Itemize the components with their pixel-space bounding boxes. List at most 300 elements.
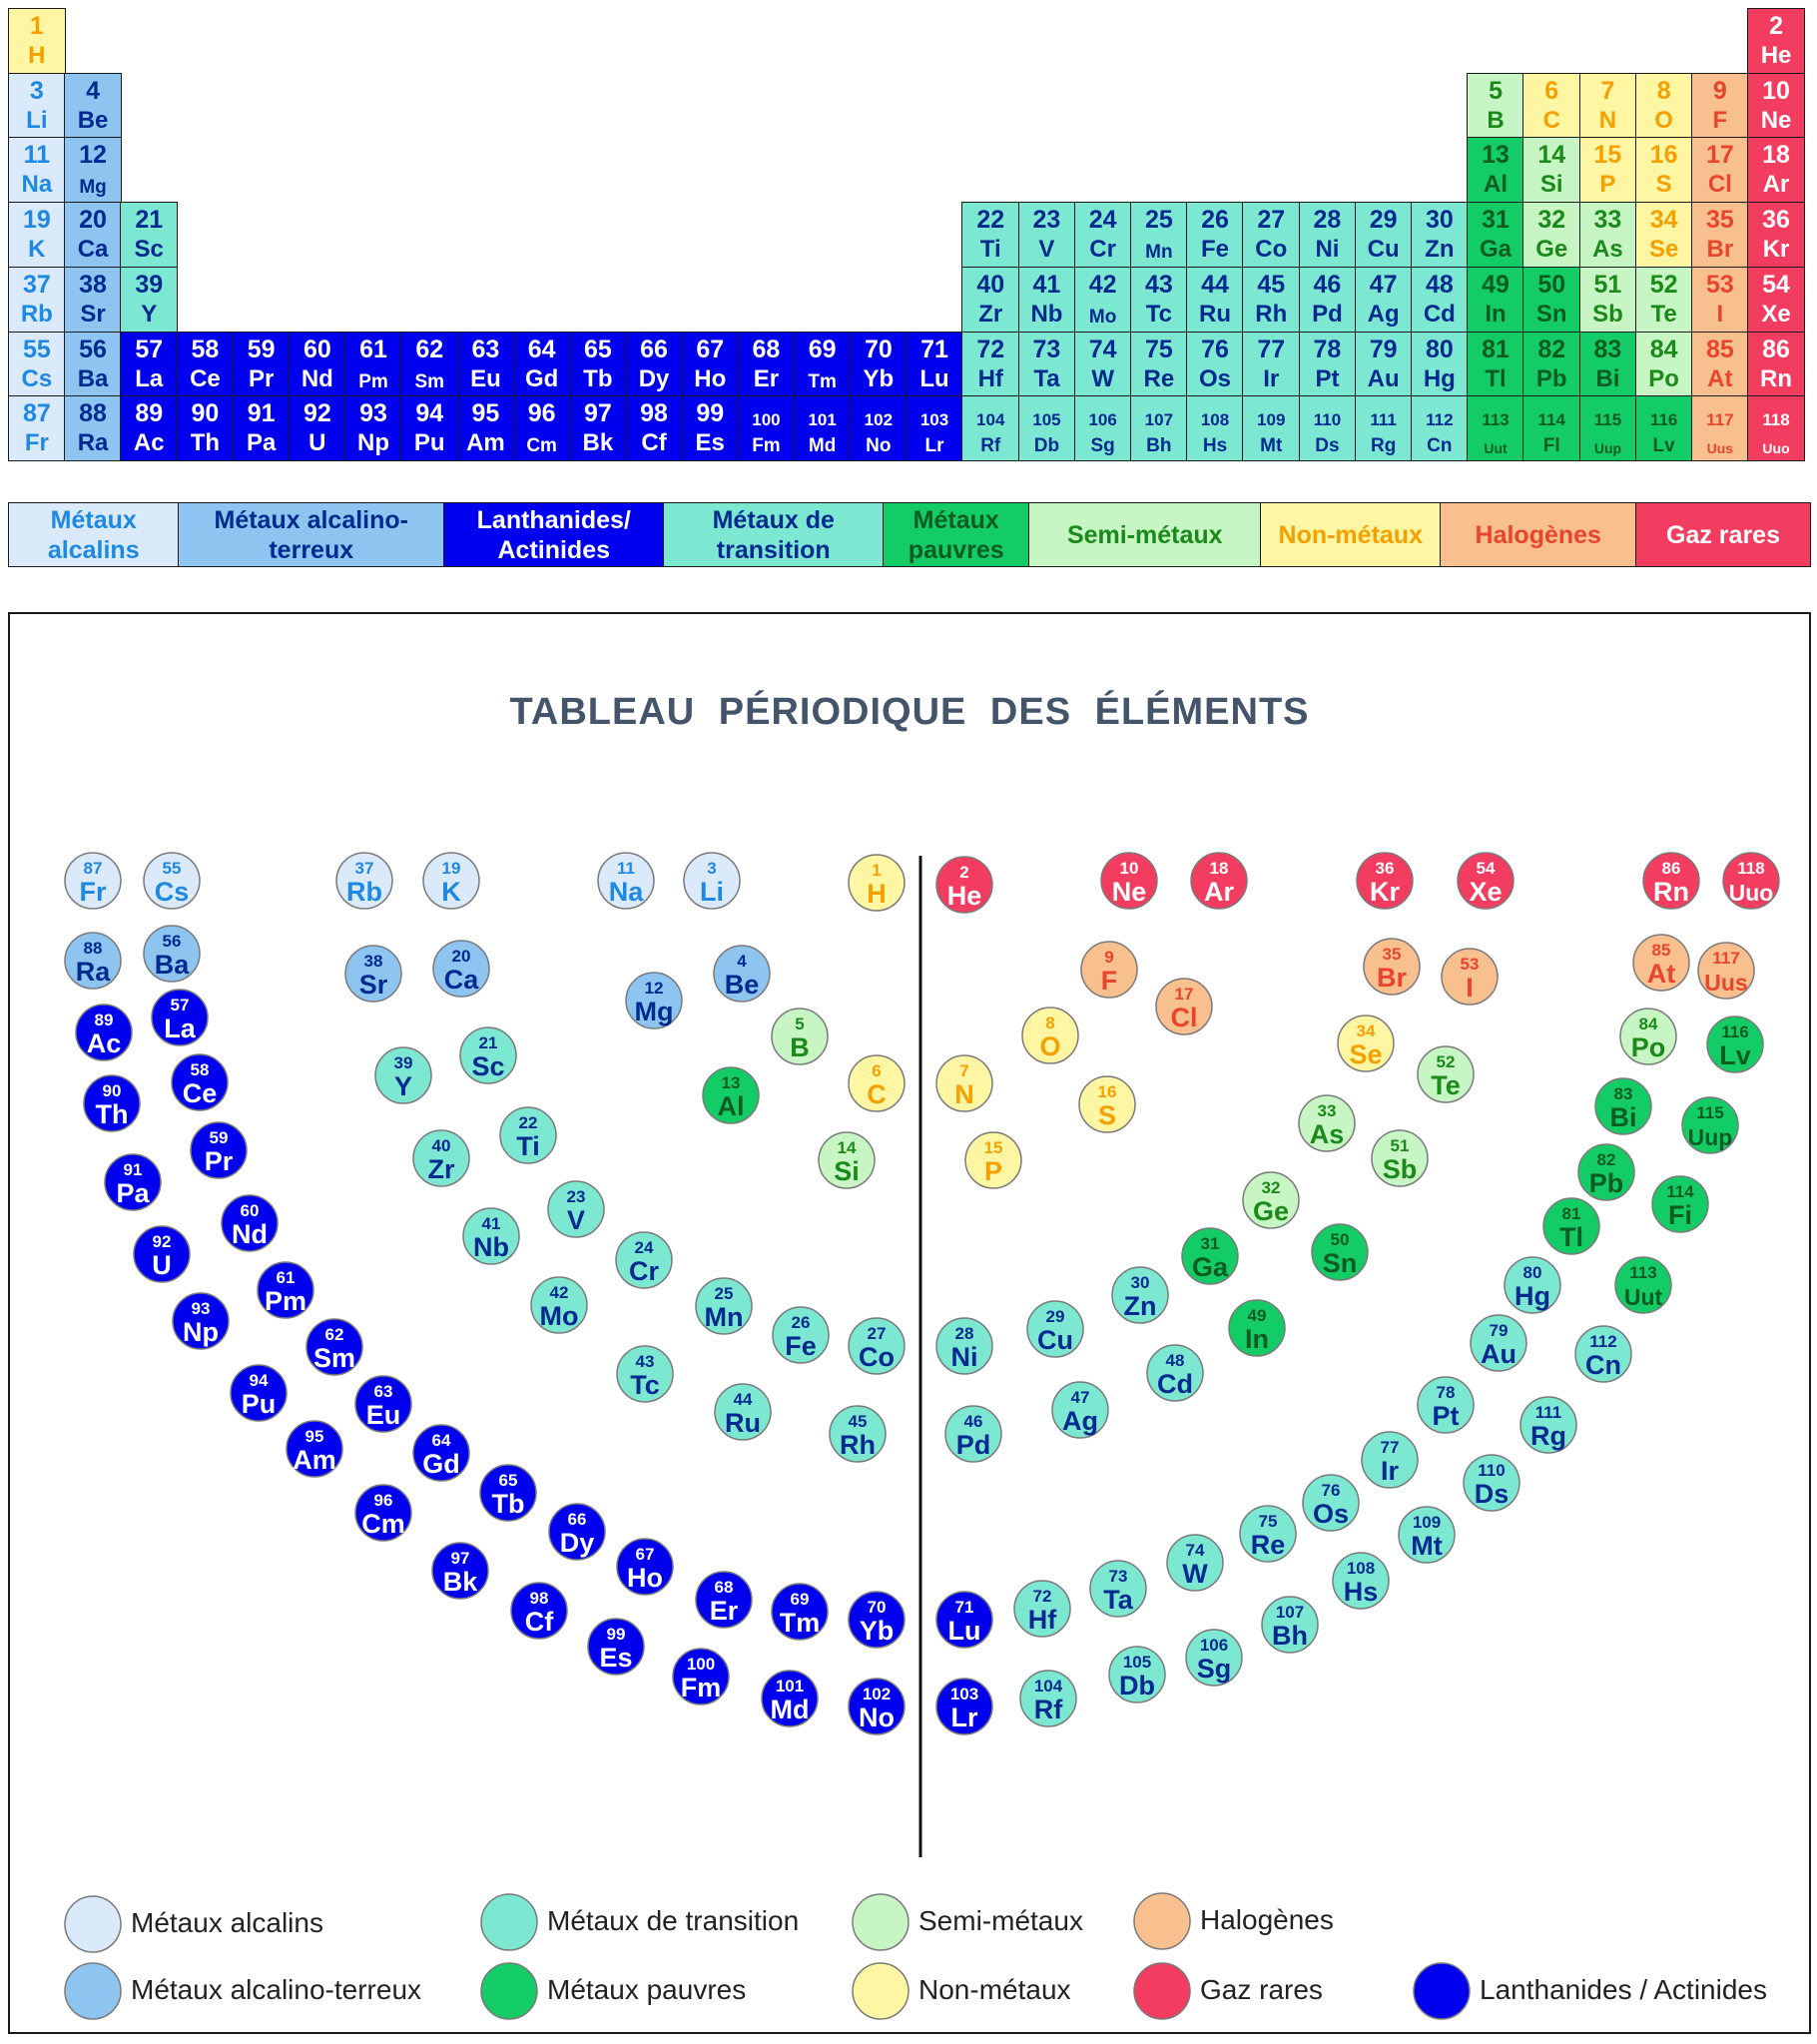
element-circle-nb (463, 1208, 519, 1264)
circle-element-number: 102 (862, 1685, 892, 1703)
element-cell-es (681, 395, 739, 461)
element-symbol: La (135, 364, 164, 392)
element-number: 65 (583, 335, 612, 363)
element-cell-dy (625, 332, 683, 397)
element-cell-mo (1074, 267, 1132, 333)
circle-element-number: 104 (1033, 1677, 1063, 1696)
circle-element-number: 2 (959, 863, 969, 882)
element-cell-y (120, 267, 178, 333)
circle-element-symbol: N (954, 1079, 974, 1109)
circular-periodic-table-panel (8, 612, 1811, 2034)
element-cell-uut (1467, 395, 1524, 461)
element-symbol: Fr (24, 429, 49, 457)
element-circle-in (1229, 1300, 1285, 1356)
element-number: 86 (1762, 335, 1790, 363)
element-circle-db (1109, 1647, 1165, 1703)
circle-element-symbol: No (859, 1703, 895, 1732)
circle-element-number: 99 (606, 1625, 626, 1644)
circle-element-number: 16 (1097, 1082, 1117, 1101)
circle-element-number: 105 (1122, 1653, 1152, 1672)
circle-element-number: 51 (1390, 1136, 1410, 1155)
element-circle-no (849, 1679, 905, 1734)
element-circle-cn (1575, 1326, 1631, 1382)
circle-element-number: 88 (83, 939, 103, 958)
element-circle-fm (673, 1649, 729, 1704)
legend-swatch-poor (481, 1963, 537, 2019)
element-cell-lr (906, 395, 963, 461)
circle-element-symbol: Cs (154, 877, 190, 907)
circle-element-number: 29 (1045, 1307, 1065, 1326)
circle-element-symbol: Tc (630, 1370, 660, 1400)
element-number: 88 (79, 399, 107, 428)
circle-element-number: 1 (872, 861, 882, 880)
element-number: 94 (415, 399, 444, 428)
element-symbol: At (1707, 364, 1733, 392)
element-symbol: Fe (1201, 236, 1230, 264)
circle-element-symbol: F (1100, 966, 1118, 996)
element-symbol: Ir (1263, 364, 1280, 392)
element-number: 113 (1482, 410, 1510, 430)
element-circle-np (173, 1293, 229, 1349)
element-symbol: Mn (1145, 242, 1173, 264)
element-symbol: Be (77, 106, 109, 134)
element-number: 84 (1649, 335, 1678, 363)
circle-element-symbol: Db (1119, 1671, 1155, 1701)
element-cell-he (1747, 8, 1805, 74)
element-cell-be (64, 73, 122, 139)
element-cell-bh (1130, 395, 1188, 461)
circle-element-symbol: Hs (1343, 1577, 1379, 1607)
circle-element-symbol: Br (1376, 963, 1408, 993)
circle-element-number: 36 (1375, 859, 1395, 878)
element-cell-ca (64, 202, 122, 268)
element-cell-cn (1411, 395, 1469, 461)
legend-swatch-halogen (1134, 1893, 1190, 1949)
element-circle-fe (773, 1307, 829, 1363)
element-circle-se (1338, 1016, 1394, 1071)
element-symbol: Sm (414, 370, 445, 392)
element-symbol: Db (1033, 435, 1060, 457)
element-symbol: Uus (1706, 440, 1734, 457)
circle-element-number: 44 (733, 1390, 753, 1409)
circle-element-symbol: Ca (443, 965, 479, 995)
element-symbol: Br (1706, 236, 1734, 264)
element-symbol: H (28, 42, 46, 69)
circle-element-number: 68 (714, 1578, 734, 1597)
circle-element-number: 26 (791, 1313, 811, 1332)
element-circle-sc (460, 1027, 516, 1083)
element-number: 106 (1088, 410, 1117, 430)
element-number: 25 (1144, 206, 1173, 235)
element-circle-cf (511, 1583, 567, 1639)
element-symbol: Cd (1423, 300, 1456, 328)
element-cell-uus (1691, 395, 1749, 461)
circle-element-number: 87 (83, 859, 103, 878)
element-symbol: Hg (1423, 364, 1456, 392)
element-number: 107 (1144, 410, 1174, 430)
element-symbol: Tl (1485, 364, 1507, 392)
element-symbol: Ra (77, 429, 109, 457)
element-number: 105 (1032, 410, 1061, 430)
element-symbol: Ru (1199, 300, 1232, 328)
element-cell-sg (1074, 395, 1132, 461)
element-number: 61 (359, 335, 387, 363)
element-circle-mo (531, 1277, 587, 1333)
element-circle-sn (1312, 1224, 1368, 1280)
element-symbol: Yb (863, 364, 895, 392)
element-cell-ar (1747, 137, 1805, 203)
circle-element-number: 89 (94, 1011, 114, 1029)
legend-bar-noble: Gaz rares (1635, 502, 1811, 567)
circle-element-symbol: Po (1630, 1032, 1666, 1062)
circle-element-number: 67 (635, 1545, 655, 1564)
element-circle-lu (936, 1592, 992, 1648)
circle-element-number: 110 (1478, 1461, 1506, 1480)
circle-element-number: 114 (1666, 1182, 1694, 1201)
circle-element-symbol: Si (834, 1156, 860, 1186)
circle-element-symbol: Er (709, 1596, 739, 1626)
element-cell-ru (1186, 267, 1244, 333)
element-symbol: Se (1648, 236, 1679, 264)
element-number: 62 (415, 335, 444, 363)
element-circle-cs (144, 853, 200, 909)
circle-element-symbol: Fe (785, 1331, 817, 1361)
circle-element-number: 111 (1534, 1403, 1562, 1422)
element-number: 85 (1705, 335, 1734, 363)
circle-element-symbol: Rg (1530, 1421, 1566, 1451)
circle-element-symbol: Th (95, 1099, 129, 1129)
element-cell-ni (1299, 202, 1357, 268)
element-symbol: C (1542, 106, 1560, 134)
circle-element-number: 98 (529, 1589, 549, 1608)
circle-element-symbol: Zn (1123, 1291, 1157, 1321)
circle-element-symbol: Md (770, 1695, 810, 1724)
element-number: 89 (135, 399, 164, 428)
circle-element-symbol: Uut (1623, 1284, 1663, 1310)
element-symbol: Np (357, 429, 390, 457)
element-number: 71 (920, 335, 948, 363)
circle-element-number: 55 (162, 859, 182, 878)
element-symbol: Au (1367, 364, 1400, 392)
element-symbol: Sg (1090, 435, 1115, 457)
circle-element-symbol: At (1646, 959, 1676, 989)
circle-element-number: 101 (775, 1677, 805, 1696)
element-cell-kr (1747, 202, 1805, 268)
circle-element-number: 82 (1596, 1150, 1616, 1169)
element-circle-ho (617, 1539, 673, 1595)
circle-element-symbol: In (1245, 1324, 1269, 1354)
element-number: 74 (1088, 335, 1117, 363)
element-symbol: Sr (80, 300, 106, 328)
element-symbol: Rb (20, 300, 53, 328)
element-number: 56 (79, 335, 107, 363)
element-circle-re (1240, 1506, 1296, 1562)
element-number: 58 (191, 335, 220, 363)
element-cell-ra (64, 395, 122, 461)
circle-element-symbol: U (152, 1250, 172, 1280)
element-symbol: Ge (1535, 236, 1568, 264)
element-number: 51 (1593, 270, 1622, 299)
element-circle-mt (1399, 1507, 1455, 1563)
page-title: TABLEAU PÉRIODIQUE DES ÉLÉMENTS (509, 691, 1310, 733)
circle-element-number: 47 (1070, 1388, 1090, 1407)
element-symbol: Ds (1315, 435, 1340, 457)
legend-label-nonmetal: Non-métaux (918, 1974, 1071, 2005)
element-symbol: Sc (134, 236, 164, 264)
legend-label-lanthact: Lanthanides / Actinides (1480, 1974, 1767, 2005)
circle-element-number: 3 (707, 859, 717, 878)
legend-swatch-noble (1134, 1963, 1190, 2019)
element-symbol: Xe (1761, 300, 1791, 328)
circle-element-symbol: Ce (182, 1078, 218, 1108)
circle-element-symbol: Pr (204, 1146, 234, 1176)
element-cell-sr (64, 267, 122, 333)
circle-element-number: 100 (686, 1655, 716, 1674)
legend-swatch-metalloid (853, 1894, 908, 1950)
circle-element-number: 79 (1489, 1321, 1509, 1340)
element-number: 116 (1649, 410, 1678, 430)
element-number: 38 (79, 270, 107, 299)
circle-element-symbol: Cn (1585, 1350, 1621, 1380)
element-cell-mg (64, 137, 122, 203)
element-cell-na (8, 137, 66, 203)
element-symbol: Tb (583, 364, 613, 392)
element-number: 78 (1313, 335, 1342, 363)
circle-element-symbol: Ge (1252, 1196, 1290, 1226)
element-symbol: Lv (1652, 435, 1675, 457)
element-number: 97 (583, 399, 612, 428)
circle-element-symbol: Np (183, 1317, 219, 1347)
element-cell-sc (120, 202, 178, 268)
element-cell-k (8, 202, 66, 268)
element-circle-sb (1372, 1130, 1428, 1186)
element-cell-ne (1747, 73, 1805, 139)
legend-bar-metalloid: Semi-métaux (1028, 502, 1262, 567)
circle-element-symbol: Cu (1037, 1325, 1073, 1355)
element-symbol: Eu (470, 364, 501, 392)
element-circle-he (936, 857, 992, 913)
element-number: 16 (1649, 141, 1678, 170)
element-circle-lv (1707, 1017, 1763, 1072)
circle-element-number: 115 (1696, 1103, 1724, 1122)
circle-element-symbol: Xe (1469, 877, 1503, 907)
element-circle-bk (432, 1543, 488, 1599)
element-symbol: F (1712, 106, 1728, 134)
circle-element-number: 22 (518, 1113, 538, 1132)
element-cell-li (8, 73, 66, 139)
circle-element-symbol: Co (859, 1342, 895, 1372)
element-circle-al (703, 1067, 759, 1123)
circle-element-symbol: Pd (955, 1430, 991, 1460)
element-symbol: In (1485, 300, 1507, 328)
element-circle-la (152, 990, 208, 1045)
element-cell-sn (1522, 267, 1580, 333)
element-cell-ta (1018, 332, 1076, 397)
circle-element-symbol: Sb (1382, 1154, 1418, 1184)
element-number: 70 (864, 335, 893, 363)
element-cell-hs (1186, 395, 1244, 461)
element-cell-pu (400, 395, 458, 461)
circle-element-number: 35 (1382, 945, 1402, 964)
circle-element-number: 8 (1045, 1014, 1055, 1032)
element-symbol: Bh (1146, 435, 1172, 457)
circle-element-symbol: Ir (1380, 1456, 1400, 1486)
element-cell-fr (8, 395, 66, 461)
element-cell-mt (1242, 395, 1300, 461)
element-symbol: Ho (694, 364, 727, 392)
circle-element-number: 45 (848, 1412, 868, 1431)
element-cell-bk (569, 395, 627, 461)
element-circle-cd (1147, 1345, 1203, 1401)
element-number: 99 (696, 399, 725, 428)
element-number: 34 (1649, 206, 1678, 235)
element-number: 81 (1482, 335, 1510, 363)
circle-element-symbol: Ga (1191, 1252, 1229, 1282)
element-symbol: Po (1648, 364, 1679, 392)
circle-element-number: 62 (324, 1325, 344, 1344)
element-number: 87 (22, 399, 51, 428)
element-cell-pr (233, 332, 291, 397)
element-symbol: W (1091, 364, 1114, 392)
legend-bar-transition: Métaux de transition (663, 502, 885, 567)
element-circle-p (965, 1132, 1021, 1188)
circle-element-symbol: Ni (950, 1342, 978, 1372)
element-number: 24 (1088, 206, 1117, 235)
element-cell-ag (1355, 267, 1413, 333)
circle-element-symbol: Gd (422, 1449, 460, 1479)
legend-swatch-nonmetal (853, 1963, 908, 2019)
element-symbol: Zr (978, 300, 1003, 328)
element-circle-br (1364, 939, 1420, 995)
circle-element-symbol: Se (1349, 1039, 1383, 1069)
circle-element-symbol: Pb (1588, 1168, 1624, 1198)
element-number: 101 (808, 410, 837, 430)
element-symbol: Cu (1367, 236, 1400, 264)
element-number: 52 (1649, 270, 1678, 299)
circle-element-symbol: P (983, 1156, 1003, 1186)
circle-element-symbol: Pt (1432, 1401, 1460, 1431)
element-symbol: No (866, 435, 892, 457)
circle-element-number: 63 (373, 1382, 393, 1401)
element-circle-b (772, 1009, 828, 1064)
element-symbol: Ne (1760, 106, 1792, 134)
element-circle-li (684, 853, 740, 909)
element-symbol: Th (190, 429, 221, 457)
element-circle-u (134, 1226, 190, 1282)
circle-element-number: 24 (634, 1238, 654, 1257)
element-circle-sg (1186, 1630, 1242, 1686)
element-symbol: Cm (526, 435, 557, 457)
element-cell-s (1635, 137, 1693, 203)
element-circle-ce (172, 1054, 228, 1110)
element-cell-rh (1242, 267, 1300, 333)
circle-element-symbol: Cd (1157, 1369, 1193, 1399)
element-number: 68 (752, 335, 781, 363)
circle-element-symbol: Pu (241, 1389, 277, 1419)
element-cell-po (1635, 332, 1693, 397)
circle-element-number: 109 (1412, 1513, 1442, 1532)
element-cell-pd (1299, 267, 1357, 333)
legend-label-noble: Gaz rares (1200, 1974, 1323, 2005)
element-circle-pr (191, 1122, 247, 1178)
element-number: 32 (1537, 206, 1566, 235)
element-circle-i (1442, 949, 1498, 1005)
circle-element-symbol: I (1466, 973, 1474, 1003)
circle-element-symbol: Pm (264, 1286, 307, 1316)
element-symbol: Lr (924, 435, 944, 457)
element-circle-tm (772, 1584, 828, 1640)
circle-element-number: 118 (1737, 859, 1765, 878)
element-circle-gd (413, 1425, 469, 1481)
element-symbol: Cl (1707, 171, 1732, 199)
element-number: 91 (247, 399, 276, 428)
element-circle-rh (830, 1406, 886, 1462)
element-cell-br (1691, 202, 1749, 268)
legend-label-poor: Métaux pauvres (547, 1974, 747, 2005)
circle-element-number: 76 (1321, 1481, 1341, 1500)
element-circle-rf (1020, 1671, 1076, 1726)
element-circle-pd (945, 1406, 1001, 1462)
circle-element-number: 42 (549, 1283, 569, 1302)
element-symbol: As (1592, 236, 1623, 264)
element-number: 90 (191, 399, 220, 428)
circle-element-number: 91 (123, 1160, 143, 1179)
element-circle-rg (1520, 1397, 1576, 1453)
circle-element-number: 61 (276, 1268, 296, 1287)
element-circle-co (849, 1318, 905, 1374)
circle-element-number: 116 (1721, 1022, 1749, 1041)
element-cell-xe (1747, 267, 1805, 333)
circle-element-number: 27 (867, 1324, 887, 1343)
element-number: 98 (640, 399, 668, 428)
element-number: 19 (22, 206, 51, 235)
element-circle-mg (626, 973, 682, 1028)
element-number: 93 (359, 399, 387, 428)
element-number: 10 (1762, 76, 1790, 105)
element-symbol: Hs (1202, 435, 1228, 457)
element-circle-h (849, 855, 905, 911)
element-symbol: Cn (1427, 435, 1453, 457)
element-cell-rn (1747, 332, 1805, 397)
element-circle-ni (936, 1318, 992, 1374)
element-circle-rb (336, 853, 392, 909)
element-cell-ho (681, 332, 739, 397)
element-symbol: Fm (752, 435, 781, 457)
circle-element-number: 28 (954, 1324, 974, 1343)
circle-element-symbol: Na (608, 877, 644, 907)
circle-element-symbol: Lu (947, 1616, 981, 1646)
element-cell-se (1635, 202, 1693, 268)
element-cell-b (1467, 73, 1524, 139)
circle-element-number: 31 (1200, 1234, 1220, 1253)
element-symbol: Rn (1760, 364, 1793, 392)
circle-element-symbol: Mt (1411, 1531, 1443, 1561)
element-number: 12 (79, 141, 107, 170)
element-symbol: Es (695, 429, 725, 457)
circle-element-number: 15 (983, 1138, 1003, 1157)
element-number: 6 (1544, 76, 1559, 105)
element-number: 92 (303, 399, 331, 428)
circle-element-number: 23 (566, 1187, 586, 1206)
element-symbol: Uut (1484, 440, 1508, 457)
circle-element-symbol: Mn (704, 1302, 744, 1332)
legend-bar-lanthact: Lanthanides/ Actinides (443, 502, 665, 567)
circle-element-number: 112 (1589, 1332, 1617, 1351)
element-cell-as (1579, 202, 1637, 268)
circle-element-symbol: Mg (634, 997, 674, 1026)
element-cell-pa (233, 395, 291, 461)
element-symbol: P (1599, 171, 1616, 199)
